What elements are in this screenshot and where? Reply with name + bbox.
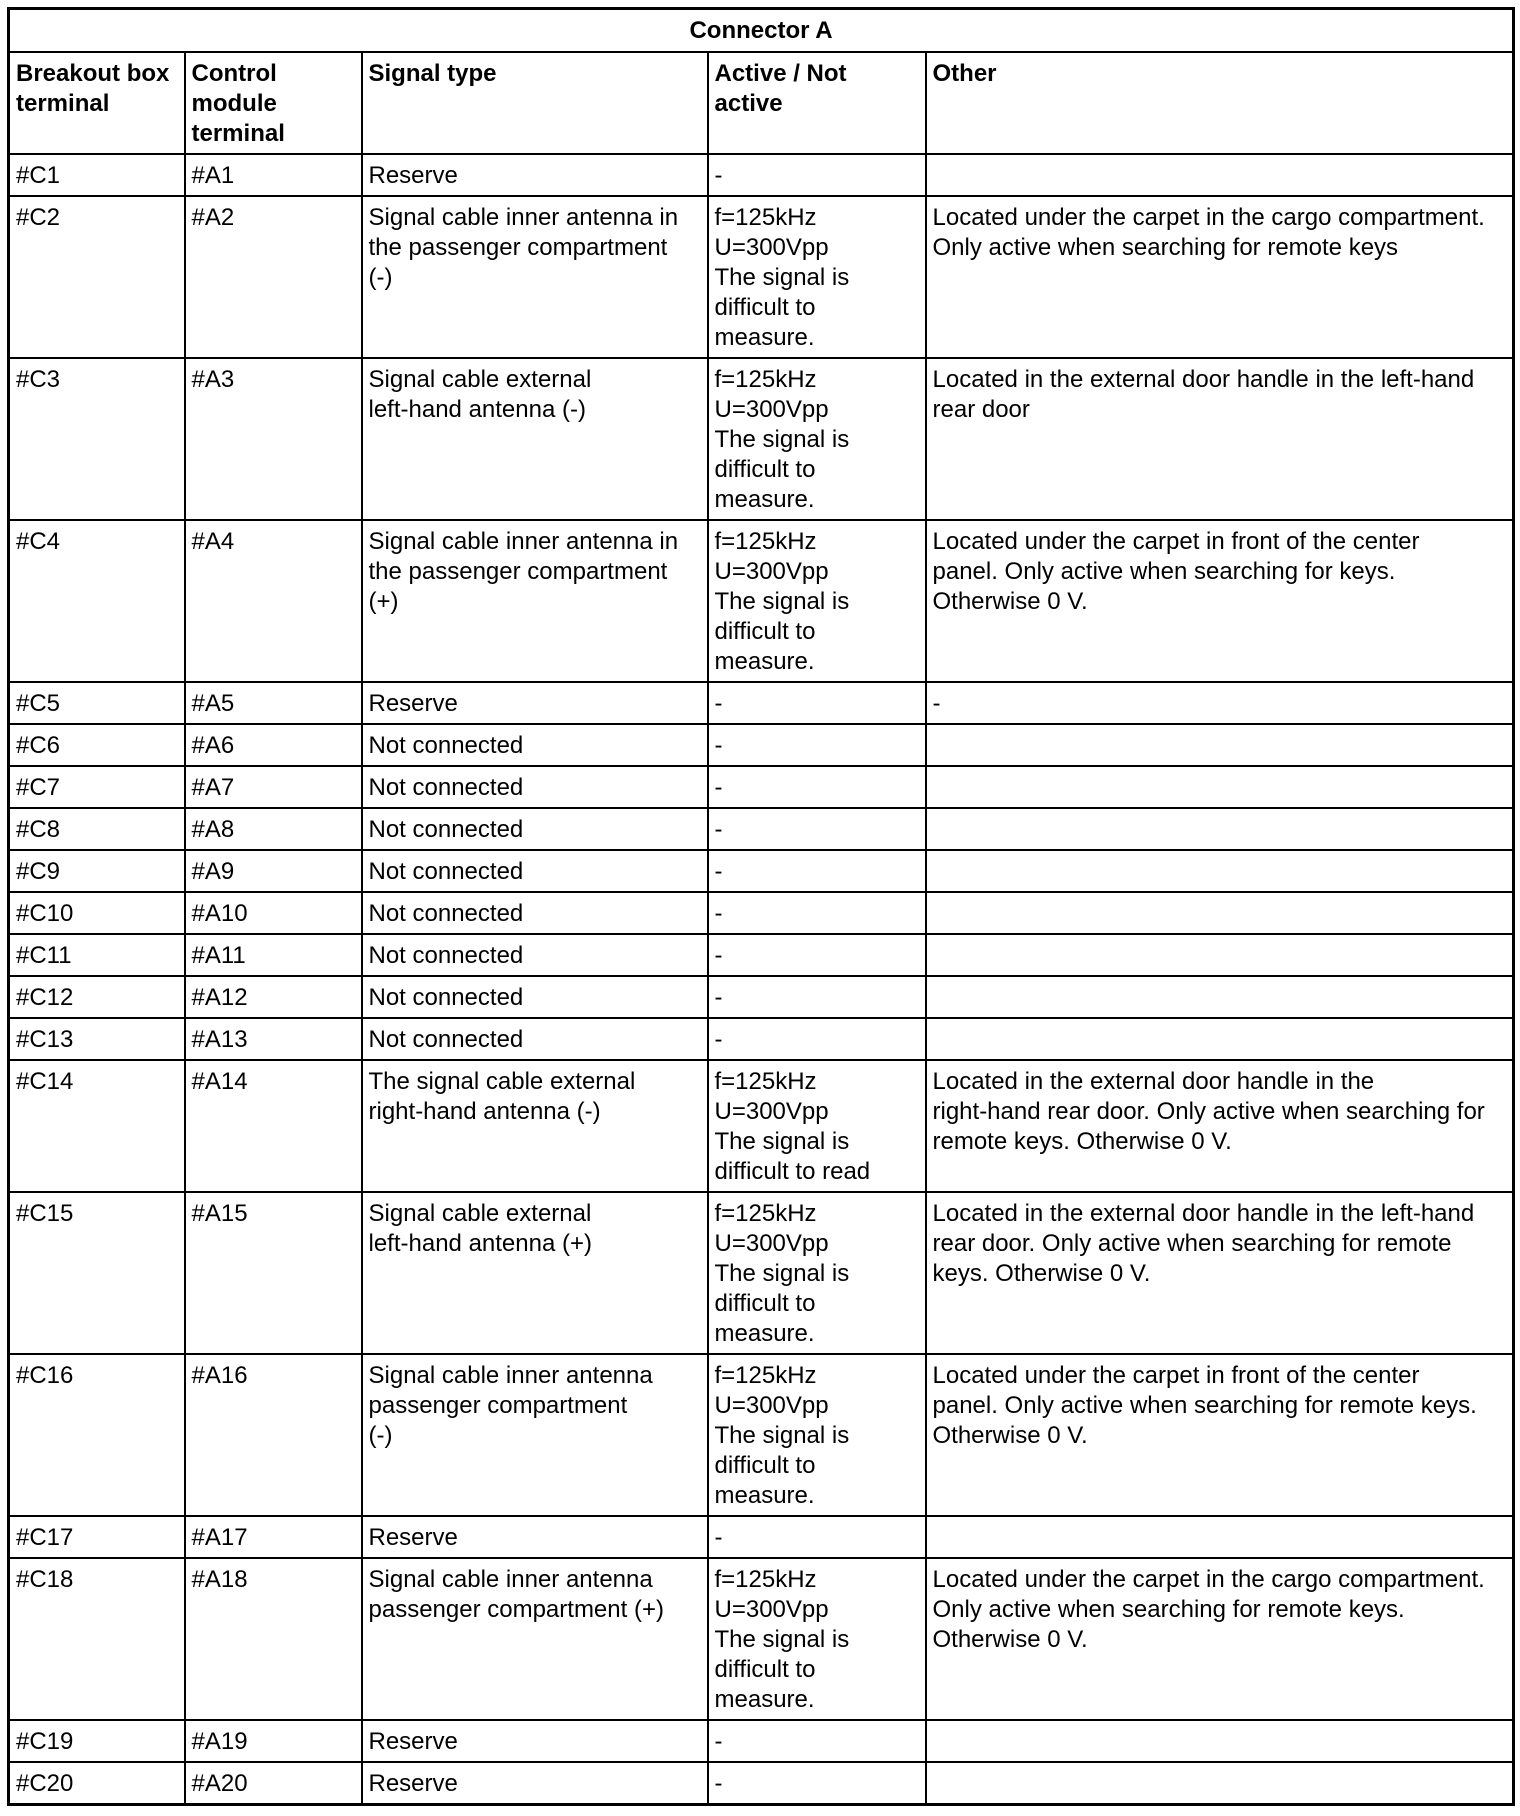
cell-line: f=125kHz: [714, 204, 817, 231]
signal-type-cell: [362, 1060, 708, 1192]
table-row: [9, 1354, 1514, 1516]
table-row: [9, 1018, 1514, 1060]
signal-type-cell: [362, 892, 708, 934]
active-not-active-cell: [708, 154, 926, 196]
cell-line: Signal cable inner antenna: [368, 1362, 653, 1389]
cell-line: Not connected: [368, 816, 524, 843]
signal-type-cell: [362, 520, 708, 682]
active-not-active-cell: [708, 1762, 926, 1805]
signal-type-cell: [362, 682, 708, 724]
breakout-box-terminal-cell: #C19: [9, 1720, 185, 1762]
table-row: [9, 766, 1514, 808]
cell-line: Only active when searching for remote keys.: [932, 1596, 1405, 1623]
cell-line: Located under the carpet in front of the center: [932, 528, 1420, 555]
other-cell: [926, 724, 1514, 766]
cell-line: Signal cable inner antenna in: [368, 204, 679, 231]
cell-line: f=125kHz: [714, 1068, 817, 1095]
cell-line: Not connected: [368, 1026, 524, 1053]
cell-line: (-): [368, 1422, 393, 1449]
active-not-active-cell: [708, 1720, 926, 1762]
cell-line: U=300Vpp: [714, 396, 829, 423]
cell-line: Breakout box: [16, 60, 170, 87]
col-header-breakout-box-terminal: [9, 52, 185, 154]
breakout-box-terminal-cell: #C7: [9, 766, 185, 808]
cell-line: measure.: [714, 1686, 815, 1713]
active-not-active-cell: [708, 358, 926, 520]
cell-line: terminal: [191, 120, 285, 147]
other-cell: [926, 1516, 1514, 1558]
cell-line: U=300Vpp: [714, 1098, 829, 1125]
cell-line: -: [714, 1770, 723, 1797]
active-not-active-cell: [708, 1354, 926, 1516]
cell-line: left-hand antenna (-): [368, 396, 586, 423]
active-not-active-cell: [708, 682, 926, 724]
col-header-active-not-active: [708, 52, 926, 154]
cell-line: measure.: [714, 1482, 815, 1509]
control-module-terminal-cell: #A20: [185, 1762, 362, 1805]
signal-type-cell: [362, 976, 708, 1018]
cell-line: (-): [368, 264, 393, 291]
cell-line: f=125kHz: [714, 1566, 817, 1593]
breakout-box-terminal-cell: #C1: [9, 154, 185, 196]
cell-line: rear door: [932, 396, 1030, 423]
other-cell: [926, 766, 1514, 808]
breakout-box-terminal-cell: #C3: [9, 358, 185, 520]
cell-line: (+): [368, 588, 399, 615]
cell-line: f=125kHz: [714, 1362, 817, 1389]
control-module-terminal-cell: #A10: [185, 892, 362, 934]
control-module-terminal-cell: #A18: [185, 1558, 362, 1720]
breakout-box-terminal-cell: #C14: [9, 1060, 185, 1192]
cell-line: Not connected: [368, 984, 524, 1011]
table-row: [9, 1060, 1514, 1192]
cell-line: -: [714, 1026, 723, 1053]
control-module-terminal-cell: #A4: [185, 520, 362, 682]
active-not-active-cell: [708, 892, 926, 934]
control-module-terminal-cell: #A16: [185, 1354, 362, 1516]
signal-type-cell: [362, 1762, 708, 1805]
cell-line: U=300Vpp: [714, 1392, 829, 1419]
cell-line: The signal is: [714, 1422, 850, 1449]
cell-line: difficult to: [714, 294, 816, 321]
table-caption: Connector A: [9, 9, 1514, 53]
table-row: [9, 1192, 1514, 1354]
other-cell: [926, 358, 1514, 520]
cell-line: -: [714, 858, 723, 885]
control-module-terminal-cell: #A8: [185, 808, 362, 850]
other-cell: [926, 1558, 1514, 1720]
cell-line: The signal is: [714, 588, 850, 615]
cell-line: -: [714, 732, 723, 759]
table-row: [9, 976, 1514, 1018]
cell-line: f=125kHz: [714, 1200, 817, 1227]
signal-type-cell: [362, 1558, 708, 1720]
cell-line: measure.: [714, 324, 815, 351]
cell-line: passenger compartment (+): [368, 1596, 664, 1623]
cell-line: difficult to read: [714, 1158, 871, 1185]
active-not-active-cell: [708, 1060, 926, 1192]
cell-line: The signal is: [714, 1260, 850, 1287]
cell-line: passenger compartment: [368, 1392, 628, 1419]
cell-line: Signal cable external: [368, 1200, 592, 1227]
table-row: [9, 934, 1514, 976]
breakout-box-terminal-cell: #C2: [9, 196, 185, 358]
other-cell: [926, 976, 1514, 1018]
control-module-terminal-cell: #A1: [185, 154, 362, 196]
cell-line: remote keys. Otherwise 0 V.: [932, 1128, 1232, 1155]
other-cell: [926, 1720, 1514, 1762]
table-row: [9, 1720, 1514, 1762]
cell-line: -: [714, 690, 723, 717]
col-header-other: [926, 52, 1514, 154]
cell-line: The signal is: [714, 264, 850, 291]
cell-line: rear door. Only active when searching for remote: [932, 1230, 1452, 1257]
signal-type-cell: [362, 850, 708, 892]
cell-line: -: [932, 690, 941, 717]
control-module-terminal-cell: #A9: [185, 850, 362, 892]
other-cell: [926, 196, 1514, 358]
cell-line: difficult to: [714, 1452, 816, 1479]
cell-line: Located in the external door handle in the left-hand: [932, 366, 1475, 393]
breakout-box-terminal-cell: #C4: [9, 520, 185, 682]
breakout-box-terminal-cell: #C5: [9, 682, 185, 724]
cell-line: left-hand antenna (+): [368, 1230, 592, 1257]
breakout-box-terminal-cell: #C17: [9, 1516, 185, 1558]
breakout-box-terminal-cell: #C10: [9, 892, 185, 934]
other-cell: [926, 1762, 1514, 1805]
active-not-active-cell: [708, 724, 926, 766]
cell-line: difficult to: [714, 1290, 816, 1317]
cell-line: Not connected: [368, 774, 524, 801]
active-not-active-cell: [708, 196, 926, 358]
breakout-box-terminal-cell: #C6: [9, 724, 185, 766]
table-row: [9, 724, 1514, 766]
control-module-terminal-cell: #A7: [185, 766, 362, 808]
breakout-box-terminal-cell: #C18: [9, 1558, 185, 1720]
active-not-active-cell: [708, 520, 926, 682]
other-cell: [926, 1354, 1514, 1516]
other-cell: [926, 520, 1514, 682]
signal-type-cell: [362, 1354, 708, 1516]
cell-line: Signal cable external: [368, 366, 592, 393]
control-module-terminal-cell: #A11: [185, 934, 362, 976]
control-module-terminal-cell: #A2: [185, 196, 362, 358]
other-cell: [926, 808, 1514, 850]
active-not-active-cell: [708, 850, 926, 892]
cell-line: U=300Vpp: [714, 558, 829, 585]
active-not-active-cell: [708, 1018, 926, 1060]
cell-line: measure.: [714, 486, 815, 513]
active-not-active-cell: [708, 934, 926, 976]
cell-line: Located in the external door handle in the: [932, 1068, 1375, 1095]
cell-line: difficult to: [714, 456, 816, 483]
control-module-terminal-cell: #A14: [185, 1060, 362, 1192]
cell-line: terminal: [16, 90, 110, 117]
cell-line: module: [191, 90, 277, 117]
cell-line: Reserve: [368, 1728, 458, 1755]
cell-line: Active / Not: [714, 60, 847, 87]
control-module-terminal-cell: #A6: [185, 724, 362, 766]
cell-line: Otherwise 0 V.: [932, 1422, 1088, 1449]
cell-line: Other: [932, 60, 997, 87]
cell-line: -: [714, 816, 723, 843]
cell-line: Located under the carpet in the cargo compartment.: [932, 204, 1485, 231]
cell-line: U=300Vpp: [714, 234, 829, 261]
signal-type-cell: [362, 1720, 708, 1762]
breakout-box-terminal-cell: #C15: [9, 1192, 185, 1354]
cell-line: Otherwise 0 V.: [932, 588, 1088, 615]
control-module-terminal-cell: #A15: [185, 1192, 362, 1354]
cell-line: panel. Only active when searching for keys.: [932, 558, 1396, 585]
cell-line: The signal is: [714, 426, 850, 453]
cell-line: Not connected: [368, 732, 524, 759]
signal-type-cell: [362, 358, 708, 520]
table-row: [9, 520, 1514, 682]
cell-line: active: [714, 90, 783, 117]
active-not-active-cell: [708, 1192, 926, 1354]
table-row: [9, 1762, 1514, 1805]
cell-line: Otherwise 0 V.: [932, 1626, 1088, 1653]
cell-line: -: [714, 774, 723, 801]
other-cell: [926, 154, 1514, 196]
breakout-box-terminal-cell: #C9: [9, 850, 185, 892]
table-row: [9, 1558, 1514, 1720]
table-row: [9, 850, 1514, 892]
cell-line: right-hand antenna (-): [368, 1098, 601, 1125]
signal-type-cell: [362, 766, 708, 808]
cell-line: difficult to: [714, 618, 816, 645]
breakout-box-terminal-cell: #C13: [9, 1018, 185, 1060]
cell-line: Not connected: [368, 858, 524, 885]
cell-line: U=300Vpp: [714, 1596, 829, 1623]
cell-line: Signal cable inner antenna: [368, 1566, 653, 1593]
control-module-terminal-cell: #A5: [185, 682, 362, 724]
signal-type-cell: [362, 154, 708, 196]
table-row: [9, 196, 1514, 358]
signal-type-cell: [362, 1516, 708, 1558]
cell-line: measure.: [714, 648, 815, 675]
cell-line: Control: [191, 60, 277, 87]
cell-line: difficult to: [714, 1656, 816, 1683]
control-module-terminal-cell: #A3: [185, 358, 362, 520]
other-cell: [926, 682, 1514, 724]
other-cell: [926, 1060, 1514, 1192]
table-row: [9, 808, 1514, 850]
signal-type-cell: [362, 934, 708, 976]
cell-line: Reserve: [368, 690, 458, 717]
cell-line: Located under the carpet in front of the center: [932, 1362, 1420, 1389]
other-cell: [926, 934, 1514, 976]
table-row: [9, 892, 1514, 934]
cell-line: right-hand rear door. Only active when searching for: [932, 1098, 1485, 1125]
other-cell: [926, 892, 1514, 934]
col-header-control-module-terminal: [185, 52, 362, 154]
table-row: [9, 682, 1514, 724]
cell-line: -: [714, 900, 723, 927]
cell-line: f=125kHz: [714, 366, 817, 393]
control-module-terminal-cell: #A17: [185, 1516, 362, 1558]
active-not-active-cell: [708, 976, 926, 1018]
active-not-active-cell: [708, 808, 926, 850]
cell-line: Reserve: [368, 1770, 458, 1797]
other-cell: [926, 1192, 1514, 1354]
cell-line: panel. Only active when searching for remote keys.: [932, 1392, 1477, 1419]
signal-type-cell: [362, 196, 708, 358]
cell-line: Signal type: [368, 60, 497, 87]
cell-line: Signal cable inner antenna in: [368, 528, 679, 555]
cell-line: -: [714, 1728, 723, 1755]
cell-line: Reserve: [368, 1524, 458, 1551]
connector-a-table: [7, 7, 1515, 1806]
cell-line: -: [714, 162, 723, 189]
cell-line: the passenger compartment: [368, 234, 668, 261]
signal-type-cell: [362, 1018, 708, 1060]
cell-line: Only active when searching for remote keys: [932, 234, 1399, 261]
cell-line: Located under the carpet in the cargo compartment.: [932, 1566, 1485, 1593]
breakout-box-terminal-cell: #C8: [9, 808, 185, 850]
control-module-terminal-cell: #A19: [185, 1720, 362, 1762]
signal-type-cell: [362, 724, 708, 766]
cell-line: measure.: [714, 1320, 815, 1347]
cell-line: Located in the external door handle in the left-hand: [932, 1200, 1475, 1227]
cell-line: -: [714, 942, 723, 969]
breakout-box-terminal-cell: #C11: [9, 934, 185, 976]
active-not-active-cell: [708, 1558, 926, 1720]
breakout-box-terminal-cell: #C16: [9, 1354, 185, 1516]
breakout-box-terminal-cell: #C12: [9, 976, 185, 1018]
table-row: [9, 154, 1514, 196]
col-header-signal-type: [362, 52, 708, 154]
active-not-active-cell: [708, 766, 926, 808]
control-module-terminal-cell: #A12: [185, 976, 362, 1018]
cell-line: U=300Vpp: [714, 1230, 829, 1257]
cell-line: The signal is: [714, 1626, 850, 1653]
cell-line: Not connected: [368, 942, 524, 969]
signal-type-cell: [362, 1192, 708, 1354]
cell-line: The signal cable external: [368, 1068, 636, 1095]
signal-type-cell: [362, 808, 708, 850]
cell-line: the passenger compartment: [368, 558, 668, 585]
table-row: [9, 1516, 1514, 1558]
breakout-box-terminal-cell: #C20: [9, 1762, 185, 1805]
control-module-terminal-cell: #A13: [185, 1018, 362, 1060]
cell-line: Reserve: [368, 162, 458, 189]
cell-line: keys. Otherwise 0 V.: [932, 1260, 1151, 1287]
other-cell: [926, 850, 1514, 892]
other-cell: [926, 1018, 1514, 1060]
cell-line: -: [714, 984, 723, 1011]
table-row: [9, 358, 1514, 520]
cell-line: f=125kHz: [714, 528, 817, 555]
cell-line: Not connected: [368, 900, 524, 927]
active-not-active-cell: [708, 1516, 926, 1558]
cell-line: The signal is: [714, 1128, 850, 1155]
cell-line: -: [714, 1524, 723, 1551]
